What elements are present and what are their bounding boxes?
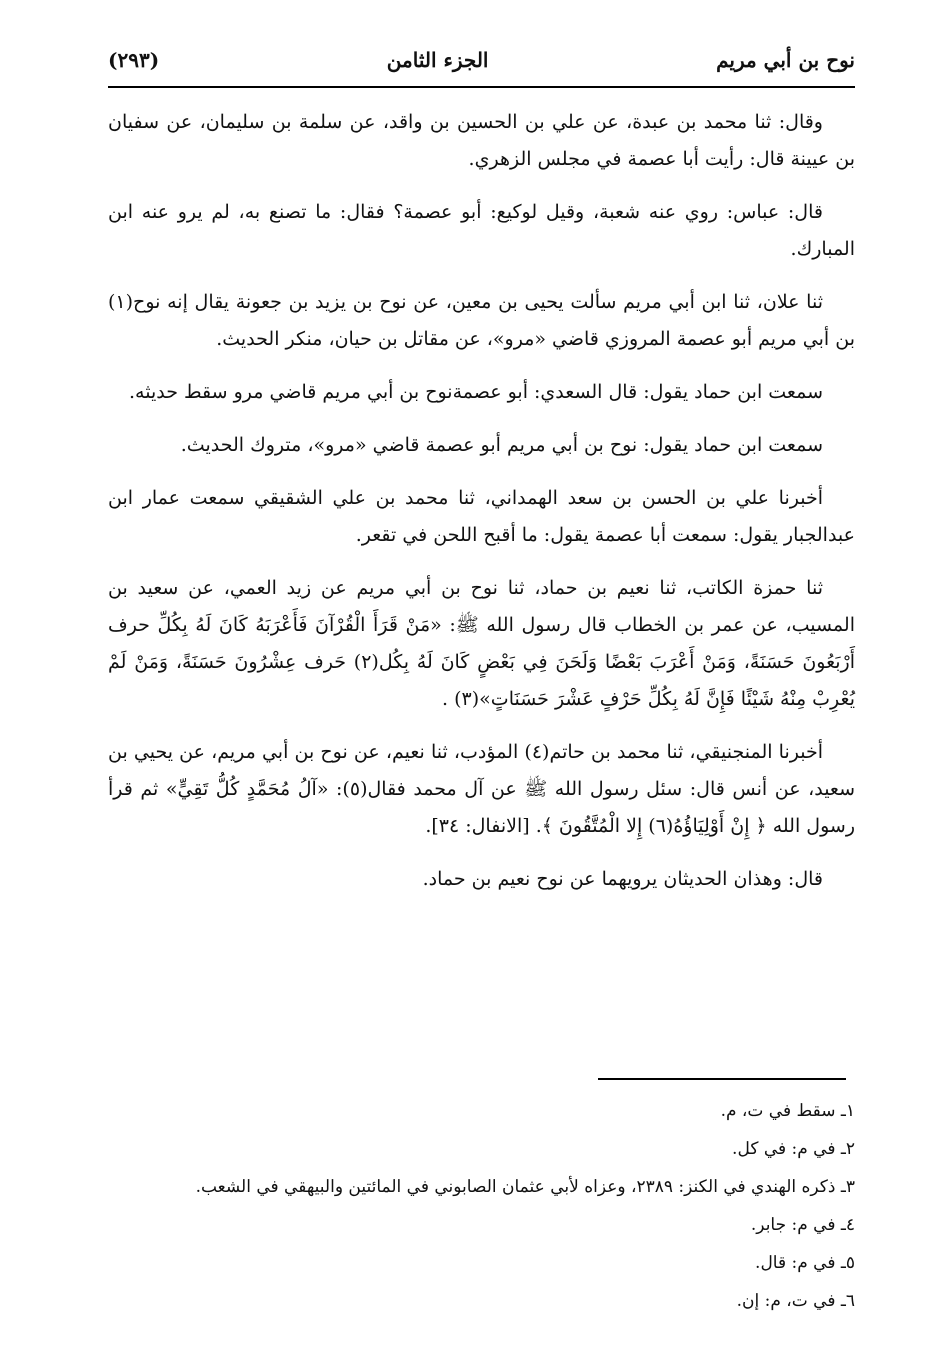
paragraph: سمعت ابن حماد يقول: قال السعدي: أبو عصمةنوح بن أبي مريم قاضي مرو سقط حديثه. <box>128 381 823 403</box>
header-divider <box>108 86 855 88</box>
footnote: ٤ـ في م: جابر. <box>750 1215 855 1235</box>
footnote: ٥ـ في م: قال. <box>755 1253 855 1273</box>
footnote: ١ـ سقط في ت، م. <box>720 1101 855 1121</box>
paragraph: أخبرنا علي بن الحسن بن سعد الهمداني، ثنا محمد بن علي الشقيقي سمعت عمار ابن عبدالجبار يقول: سمعت أبا عصمة يقول: ما أقبح اللحن في تقعر. <box>108 487 855 546</box>
footnote: ٣ـ ذكره الهندي في الكنز: ٢٣٨٩، وعزاه لأبي عثمان الصابوني في المائتين والبيهقي في الشعب. <box>195 1177 855 1197</box>
page-header <box>108 40 855 80</box>
paragraph: ثنا علان، ثنا ابن أبي مريم سألت يحيى بن معين، عن نوح بن يزيد بن جعونة يقال إنه نوح(١) بن أبي مريم أبو عصمة المروزي قاضي «مرو»، عن مقاتل بن حيان، منكر الحديث. <box>108 291 855 350</box>
paragraph: سمعت ابن حماد يقول: نوح بن أبي مريم أبو عصمة قاضي «مرو»، متروك الحديث. <box>180 434 823 456</box>
paragraph: أخبرنا المنجنيقي، ثنا محمد بن حاتم(٤) المؤدب، ثنا نعيم، عن نوح بن أبي مريم، عن يحيي بن سعيد، عن أنس قال: سئل رسول الله ﷺ عن آل محمد فقال(٥): «آلُ مُحَمَّدٍ كُلُّ تَقِيٍّ» ثم قرأ رسول الله ﴿ إِنْ أَوْلِيَاؤُهُ(٦) إِلا الْمُتَّقُونَ ﴾. [الانفال: ٣٤]. <box>108 741 856 837</box>
footnote: ٢ـ في م: في كل. <box>732 1139 855 1159</box>
paragraph: ثنا حمزة الكاتب، ثنا نعيم بن حماد، ثنا نوح بن أبي مريم عن زيد العمي، عن سعيد بن المسيب، عن عمر بن الخطاب قال رسول الله ﷺ: «مَنْ قَرَأَ الْقُرْآنَ فَأَعْرَبَهُ كَانَ لَهُ بِكُلِّ حرف أَرْبَعُونَ حَسَنَةً، وَمَنْ أَعْرَبَ بَعْضًا وَلَحَنَ فِي بَعْضٍ كَانَ لَهُ بِكُل(٢) حَرف عِشْرُونَ حَسَنَةً، وَمَنْ لَمْ يُعْرِبْ مِنْهُ شَيْئًا فَإِنَّ لَهُ بِكُلِّ حَرْفٍ عَشْرَ حَسَنَاتٍ»(٣) . <box>108 577 855 710</box>
footnote-divider <box>598 1078 846 1080</box>
header-center-title: الجزء الثامن <box>386 48 489 72</box>
main-text <box>108 104 855 914</box>
page-number: (٢٩٣) <box>108 48 160 72</box>
paragraph: وقال: ثنا محمد بن عبدة، عن علي بن الحسين بن واقد، عن سلمة بن سليمان، عن سفيان بن عيينة قال: رأيت أبا عصمة في مجلس الزهري. <box>108 111 855 170</box>
header-right-title: نوح بن أبي مريم <box>716 48 855 72</box>
paragraph: قال: وهذان الحديثان يرويهما عن نوح نعيم بن حماد. <box>422 868 823 890</box>
footnote: ٦ـ في ت، م: إن. <box>736 1291 855 1311</box>
paragraph: قال: عباس: روي عنه شعبة، وقيل لوكيع: أبو عصمة؟ فقال: ما تصنع به، لم يرو عنه ابن المبارك. <box>108 201 855 260</box>
footnotes <box>108 1092 855 1320</box>
